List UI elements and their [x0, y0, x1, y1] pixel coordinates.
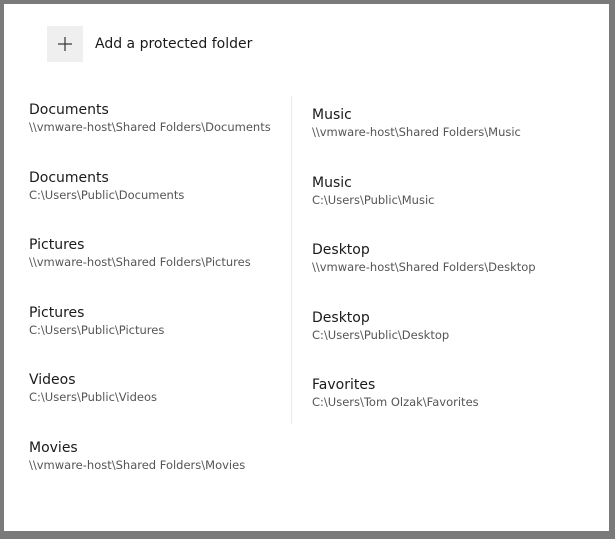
folder-name: Desktop	[312, 242, 370, 258]
folder-path: C:\Users\Public\Music	[312, 193, 435, 207]
folder-path: C:\Users\Public\Documents	[29, 188, 185, 202]
folder-item-pictures-public[interactable]	[29, 304, 164, 338]
folder-item-pictures-shared[interactable]	[29, 236, 251, 270]
folder-name: Music	[312, 107, 352, 123]
plus-icon[interactable]	[47, 26, 83, 62]
add-protected-folder-button[interactable]	[47, 26, 252, 62]
folder-item-favorites-user[interactable]	[312, 376, 479, 410]
add-protected-folder-label: Add a protected folder	[95, 36, 253, 52]
folder-item-desktop-shared[interactable]	[312, 241, 536, 275]
column-divider	[291, 96, 292, 424]
folder-path: \\vmware-host\Shared Folders\Documents	[29, 120, 271, 134]
folder-path: C:\Users\Public\Pictures	[29, 323, 165, 337]
folder-path: \\vmware-host\Shared Folders\Movies	[29, 458, 246, 472]
folder-path: C:\Users\Public\Desktop	[312, 328, 450, 342]
folder-path: C:\Users\Public\Videos	[29, 390, 157, 404]
folder-item-music-shared[interactable]	[312, 106, 521, 140]
folder-path: C:\Users\Tom Olzak\Favorites	[312, 395, 479, 409]
folder-item-movies-shared[interactable]	[29, 439, 245, 473]
folder-name: Pictures	[29, 237, 85, 253]
folder-path: \\vmware-host\Shared Folders\Pictures	[29, 255, 251, 269]
folder-path: \\vmware-host\Shared Folders\Desktop	[312, 260, 536, 274]
folder-name: Documents	[29, 102, 109, 118]
folder-name: Desktop	[312, 310, 370, 326]
folder-item-music-public[interactable]	[312, 174, 435, 208]
folder-item-videos-public[interactable]	[29, 371, 157, 405]
folder-name: Movies	[29, 440, 78, 456]
folder-name: Documents	[29, 170, 109, 186]
folder-item-documents-shared[interactable]	[29, 101, 271, 135]
folder-name: Pictures	[29, 305, 85, 321]
folder-item-documents-public[interactable]	[29, 169, 184, 203]
folder-name: Videos	[29, 372, 76, 388]
folder-name: Favorites	[312, 377, 376, 393]
folder-name: Music	[312, 175, 352, 191]
folder-path: \\vmware-host\Shared Folders\Music	[312, 125, 521, 139]
folder-item-desktop-public[interactable]	[312, 309, 449, 343]
protected-folders-panel	[4, 4, 609, 531]
